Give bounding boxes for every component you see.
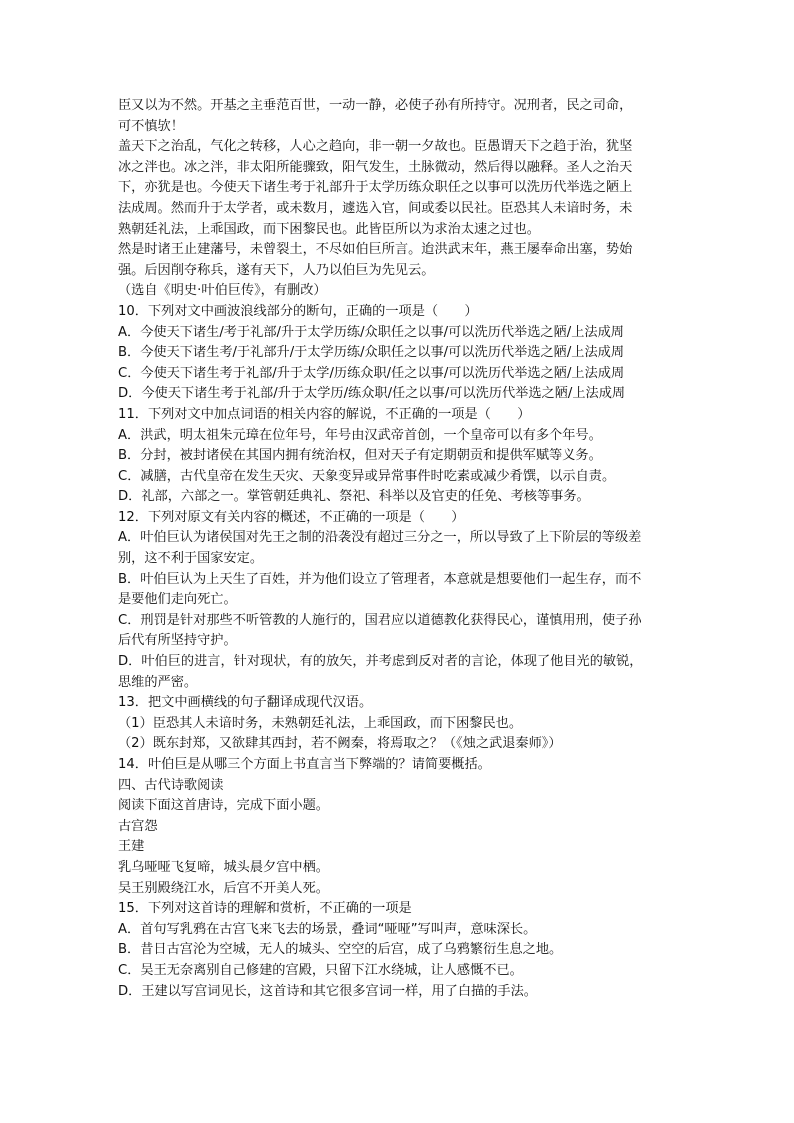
section-heading: 四、古代诗歌阅读 [118, 777, 224, 793]
question-12-option-a-cont: 别，这不利于国家安定。 [118, 551, 264, 567]
question-11-option-b: B．分封，被封诸侯在其国内拥有统治权，但对天子有定期朝贡和提供军赋等义务。 [118, 448, 602, 464]
passage-line: 下，亦犹是也。今使天下诸生考于礼部升于太学历练众职任之以事可以洗历代举选之陋上 [118, 180, 633, 196]
question-12-option-c: C．刑罚是针对那些不听管教的人施行的，国君应以道德教化获得民心，谨慎用刑，使子孙 [118, 612, 642, 628]
document-page [118, 96, 682, 1002]
question-12-option-d-cont: 思维的严密。 [118, 674, 198, 690]
passage-line: 熟朝廷礼法，上乖国政，而下困黎民也。此皆臣所以为求治太速之过也。 [118, 221, 540, 237]
section-instruction: 阅读下面这首唐诗，完成下面小题。 [118, 798, 329, 814]
question-10-option-b: B．今使天下诸生考/于礼部升/于太学历练/众职任之以事/可以洗历代举选之陋/上法成周 [118, 345, 625, 361]
poem-author: 王建 [118, 839, 145, 855]
source-citation: （选自《明史·叶伯巨传》，有删改） [118, 283, 327, 299]
passage-line: 然是时诸王止建藩号，未曾裂土，不尽如伯巨所言。迨洪武末年，燕王屡奉命出塞，势始 [118, 242, 633, 258]
question-12-stem: 12．下列对原文有关内容的概述，不正确的一项是（ ） [118, 509, 465, 525]
passage-line: 可不慎欤！ [118, 118, 184, 134]
question-12-option-a: A．叶伯巨认为诸侯国对先王之制的沿袭没有超过三分之一，所以导致了上下阶层的等级差 [118, 530, 642, 546]
question-15-option-c: C．吴王无奈离别自己修建的宫殿，只留下江水绕城，让人感慨不已。 [118, 962, 523, 978]
question-12-option-c-cont: 后代有所坚持守护。 [118, 633, 237, 649]
question-10-option-a: A．今使天下诸生/考于礼部/升于太学历练/众职任之以事/可以洗历代举选之陋/上法成周 [118, 324, 624, 340]
question-11-option-d: D．礼部，六部之一。掌管朝廷典礼、祭祀、科举以及官吏的任免、考核等事务。 [118, 489, 590, 505]
question-10-stem: 10．下列对文中画波浪线部分的断句，正确的一项是（ ） [118, 303, 478, 319]
passage-line: 臣又以为不然。开基之主垂范百世，一动一静，必使子孙有所持守。况刑者，民之司命， [118, 98, 633, 113]
question-11-option-a: A．洪武，明太祖朱元璋在位年号，年号由汉武帝首创，一个皇帝可以有多个年号。 [118, 427, 602, 443]
passage-line: 盖天下之治乱，气化之转移，人心之趋向，非一朝一夕故也。臣愚谓天下之趋于治，犹坚 [118, 139, 633, 155]
question-15-option-d: D．王建以写宫词见长，这首诗和其它很多宫词一样，用了白描的手法。 [118, 983, 537, 999]
question-12-option-b-cont: 是要他们走向死亡。 [118, 592, 237, 608]
poem-title: 古宫怨 [118, 818, 158, 834]
passage-line: 法成周。然而升于太学者，或未数月，遽选入官，间或委以民社。臣恐其人未谙时务，未 [118, 200, 633, 216]
question-14-stem: 14．叶伯巨是从哪三个方面上书直言当下弊端的？请简要概括。 [118, 757, 491, 772]
question-15-option-b: B．昔日古宫沦为空城，无人的城头、空空的后宫，成了乌鸦繁衍生息之地。 [118, 942, 563, 958]
poem-line: 吴王别殿绕江水，后宫不开美人死。 [118, 880, 329, 896]
poem-line: 乳乌哑哑飞复啼，城头晨夕宫中栖。 [118, 859, 329, 875]
question-11-stem: 11．下列对文中加点词语的相关内容的解说，不正确的一项是（ ） [118, 406, 531, 422]
passage-line: 冰之泮也。冰之泮，非太阳所能骤致，阳气发生，土脉微动，然后得以融释。圣人之治天 [118, 159, 633, 175]
question-13-item-1: （1）臣恐其人未谙时务，未熟朝廷礼法，上乖国政，而下困黎民也。 [118, 715, 523, 731]
question-12-option-d: D．叶伯巨的进言，针对现状，有的放矢，并考虑到反对者的言论，体现了他目光的敏锐， [118, 654, 643, 670]
question-12-option-b: B．叶伯巨认为上天生了百姓，并为他们设立了管理者，本意就是想要他们一起生存，而不 [118, 571, 642, 587]
question-13-stem: 13．把文中画横线的句子翻译成现代汉语。 [118, 695, 373, 711]
question-10-option-c: C．今使天下诸生考于礼部/升于太学/历练众职/任之以事/可以洗历代举选之陋/上法成周 [118, 365, 625, 381]
question-15-option-a: A．首句写乳鸦在古宫飞来飞去的场景，叠词“哑哑”写叫声，意味深长。 [118, 921, 537, 937]
question-13-item-2: （2）既东封郑，又欲肆其西封，若不阙秦，将焉取之？（《烛之武退秦师》） [118, 736, 562, 752]
passage-line: 强。后因削夺称兵，遂有天下，人乃以伯巨为先见云。 [118, 262, 435, 278]
question-15-stem: 15．下列对这首诗的理解和赏析，不正确的一项是 [118, 901, 412, 917]
question-10-option-d: D．今使天下诸生考于礼部/升于太学历/练众职/任之以事/可以洗历代举选之陋/上法成周 [118, 386, 626, 402]
question-11-option-c: C．减膳，古代皇帝在发生天灾、天象变异或异常事件时吃素或减少肴馔，以示自责。 [118, 468, 616, 484]
